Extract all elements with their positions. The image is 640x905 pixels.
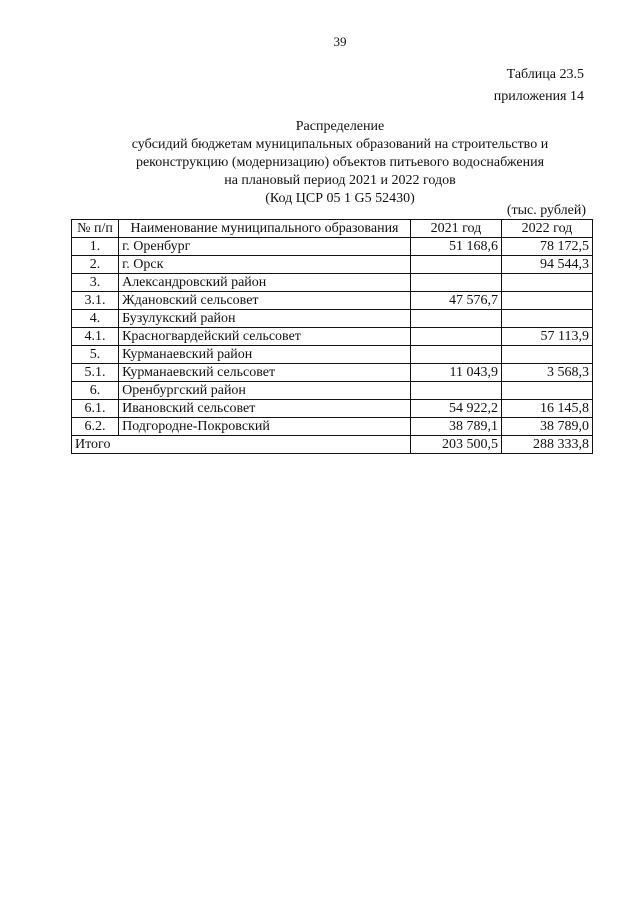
table-row [72,382,593,400]
cell-num: 6.2. [72,418,119,436]
total-row [72,436,593,454]
cell-y2022 [501,292,592,310]
units-label: (тыс. рублей) [506,203,586,218]
cell-y2021: 54 922,2 [410,400,501,418]
cell-y2022: 57 113,9 [501,328,592,346]
cell-y2022: 3 568,3 [501,364,592,382]
subsidy-table [71,219,593,454]
table-reference-line1: Таблица 23.5 [506,67,584,82]
cell-y2022: 94 544,3 [501,256,592,274]
cell-num: 5.1. [72,364,119,382]
heading-line1: Распределение [295,119,385,134]
heading-line3: реконструкцию (модернизацию) объектов питьевого водоснабжения [135,155,545,170]
cell-num: 2. [72,256,119,274]
total-label: Итого [72,436,411,454]
table-row [72,292,593,310]
cell-num: 4.1. [72,328,119,346]
cell-y2021 [410,346,501,364]
table-row [72,328,593,346]
table-row [72,274,593,292]
heading-line4: на плановый период 2021 и 2022 годов [224,173,456,188]
page-number: 39 [333,34,347,49]
table-row [72,346,593,364]
cell-name: Ивановский сельсовет [119,400,411,418]
cell-y2022 [501,310,592,328]
cell-y2022: 38 789,0 [501,418,592,436]
cell-y2021 [410,382,501,400]
header-2021: 2021 год [410,220,501,238]
cell-y2021: 47 576,7 [410,292,501,310]
cell-y2021: 38 789,1 [410,418,501,436]
cell-y2021 [410,328,501,346]
table-row [72,418,593,436]
heading-line5: (Код ЦСР 05 1 G5 52430) [265,191,415,206]
cell-name: Ждановский сельсовет [119,292,411,310]
table-row [72,364,593,382]
header-num: № п/п [72,220,119,238]
cell-num: 1. [72,238,119,256]
cell-name: Александровский район [119,274,411,292]
cell-num: 3. [72,274,119,292]
cell-num: 6. [72,382,119,400]
cell-y2022: 16 145,8 [501,400,592,418]
cell-y2021: 11 043,9 [410,364,501,382]
table-reference [494,64,584,108]
cell-y2022: 78 172,5 [501,238,592,256]
cell-y2022 [501,382,592,400]
table-row [72,310,593,328]
table-header-row [72,220,593,238]
heading-line2: субсидий бюджетам муниципальных образований на строительство и [131,137,549,152]
table-row [72,400,593,418]
cell-num: 6.1. [72,400,119,418]
cell-name: г. Оренбург [119,238,411,256]
cell-name: Бузулукский район [119,310,411,328]
header-name: Наименование муниципального образования [119,220,411,238]
total-2021: 203 500,5 [410,436,501,454]
cell-name: Подгородне-Покровский [119,418,411,436]
cell-y2022 [501,346,592,364]
cell-num: 3.1. [72,292,119,310]
table-reference-line2: приложения 14 [493,89,584,104]
cell-name: Курманаевский район [119,346,411,364]
table-row [72,256,593,274]
total-2022: 288 333,8 [501,436,592,454]
cell-name: Курманаевский сельсовет [119,364,411,382]
cell-y2021: 51 168,6 [410,238,501,256]
cell-y2021 [410,310,501,328]
cell-num: 5. [72,346,119,364]
table-row [72,238,593,256]
cell-num: 4. [72,310,119,328]
cell-y2022 [501,274,592,292]
header-2022: 2022 год [501,220,592,238]
cell-name: Оренбургский район [119,382,411,400]
document-heading [0,118,640,208]
cell-y2021 [410,274,501,292]
cell-name: г. Орск [119,256,411,274]
cell-name: Красногвардейский сельсовет [119,328,411,346]
cell-y2021 [410,256,501,274]
